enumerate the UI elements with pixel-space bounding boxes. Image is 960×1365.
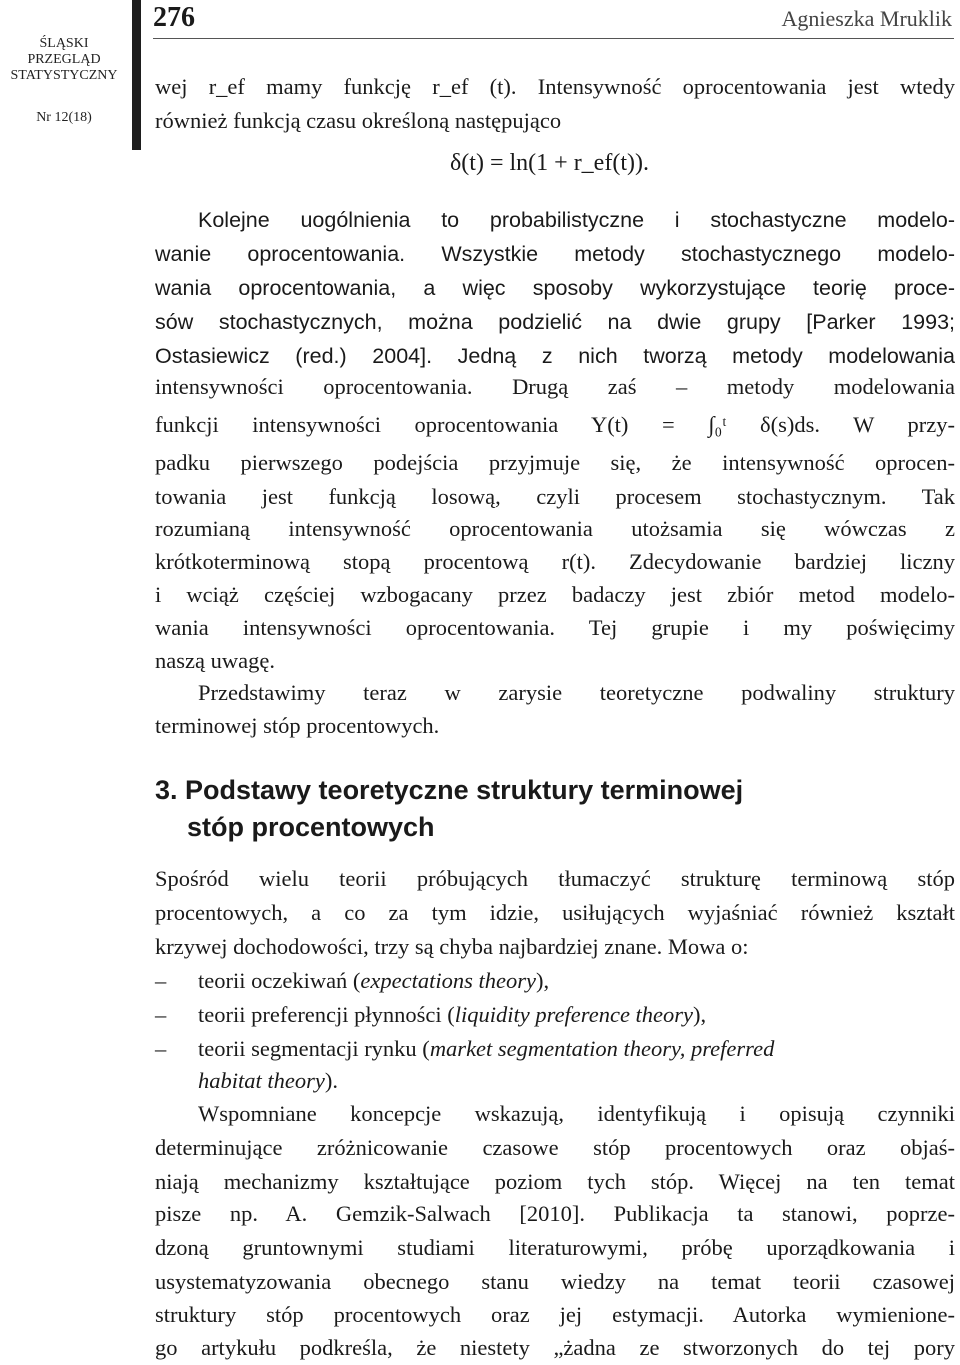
journal-sidebar — [0, 36, 128, 126]
text-line: Wspomniane koncepcje wskazują, identyfikują i opisują czynniki — [198, 1101, 955, 1126]
text-line: Przedstawimy teraz w zarysie teoretyczne podwaliny struktury — [198, 680, 955, 705]
text-line: usystematyzowania obecnego stanu wiedzy na temat teorii czasowej — [155, 1269, 955, 1294]
text-line: towania jest funkcją losową, czyli procesem stochastycznym. Tak — [155, 484, 955, 509]
bullet-item: teorii preferencji płynności (liquidity preference theory), — [198, 1002, 707, 1027]
bullet-dash: – — [155, 968, 167, 993]
text-line: intensywności oprocentowania. Drugą zaś – metody modelowania — [155, 374, 955, 399]
text-line: padku pierwszego podejścia przyjmuje się, że intensywność oprocen- — [155, 450, 955, 475]
text-line: sów stochastycznych, można podzielić na dwie grupy [Parker 1993; — [155, 310, 955, 334]
section-heading: stóp procentowych — [187, 812, 435, 842]
text-line: Ostasiewicz (red.) 2004]. Jedną z nich tworzą metody modelowania — [155, 344, 955, 368]
text-line: niają mechanizmy kształtujące poziom tych stóp. Więcej na ten temat — [155, 1169, 955, 1194]
text-line: krótkoterminową stopą procentową r(t). Zdecydowanie bardziej liczny — [155, 549, 955, 574]
bullet-item: teorii segmentacji rynku (market segmentation theory, preferred — [198, 1036, 775, 1061]
text-line: Kolejne uogólnienia to probabilistyczne i stochastyczne modelo- — [198, 208, 955, 232]
text-line: procentowych, a co za tym idzie, usiłujących wyjaśniać również kształt — [155, 900, 955, 925]
text-line: determinujące zróżnicowanie czasowe stóp procentowych oraz objaś- — [155, 1135, 955, 1160]
bullet-dash: – — [155, 1036, 167, 1061]
journal-name-line: ŚLĄSKI — [39, 36, 89, 51]
text-line: wania oprocentowania, a więc sposoby wykorzystujące teorię proce- — [155, 276, 955, 300]
header-bar — [132, 0, 141, 150]
equation-delta: δ(t) = ln(1 + r_ef(t)). — [450, 150, 649, 176]
text-line: Spośród wielu teorii próbujących tłumaczyć strukturę terminową stóp — [155, 866, 955, 891]
text-line: pisze np. A. Gemzik-Salwach [2010]. Publikacja ta stanowi, poprze- — [155, 1201, 955, 1226]
text-line: rozumianą intensywność oprocentowania utożsamia się wówczas z — [155, 516, 955, 541]
text-line: go artykułu podkreśla, że niestety „żadna ze stworzonych do tej pory — [155, 1335, 955, 1360]
bullet-item: teorii oczekiwań (expectations theory), — [198, 968, 550, 993]
header-rule — [153, 38, 954, 39]
text-line: krzywej dochodowości, trzy są chyba najbardziej znane. Mowa o: — [155, 934, 749, 959]
text-line: struktury stóp procentowych oraz jej estymacji. Autorka wymienione- — [155, 1302, 955, 1327]
bullet-item-continuation: habitat theory). — [198, 1068, 338, 1093]
journal-name-line: STATYSTYCZNY — [10, 68, 118, 83]
text-line: wania intensywności oprocentowania. Tej grupie i my poświęcimy — [155, 615, 955, 640]
text-line: funkcji intensywności oprocentowania Y(t) = ∫₀ᵗ δ(s)ds. W przy- — [155, 412, 955, 437]
text-line: wej r_ef mamy funkcję r_ef (t). Intensywność oprocentowania jest wtedy — [155, 74, 955, 99]
text-line: i wciąż częściej wzbogacany przez badaczy jest zbiór metod modelo- — [155, 582, 955, 607]
running-author: Agnieszka Mruklik — [781, 6, 952, 31]
section-heading: 3. Podstawy teoretyczne struktury terminowej — [155, 775, 744, 805]
text-line: naszą uwagę. — [155, 648, 275, 673]
issue-number: Nr 12(18) — [36, 110, 92, 125]
text-line: dzoną gruntownymi studiami literaturowymi, próbę uporządkowania i — [155, 1235, 955, 1260]
bullet-dash: – — [155, 1002, 167, 1027]
text-line: również funkcją czasu określoną następująco — [155, 108, 562, 133]
text-line: terminowej stóp procentowych. — [155, 713, 440, 738]
text-line: wanie oprocentowania. Wszystkie metody stochastycznego modelo- — [155, 242, 955, 266]
page-number: 276 — [153, 2, 195, 33]
journal-name-line: PRZEGLĄD — [27, 52, 101, 67]
